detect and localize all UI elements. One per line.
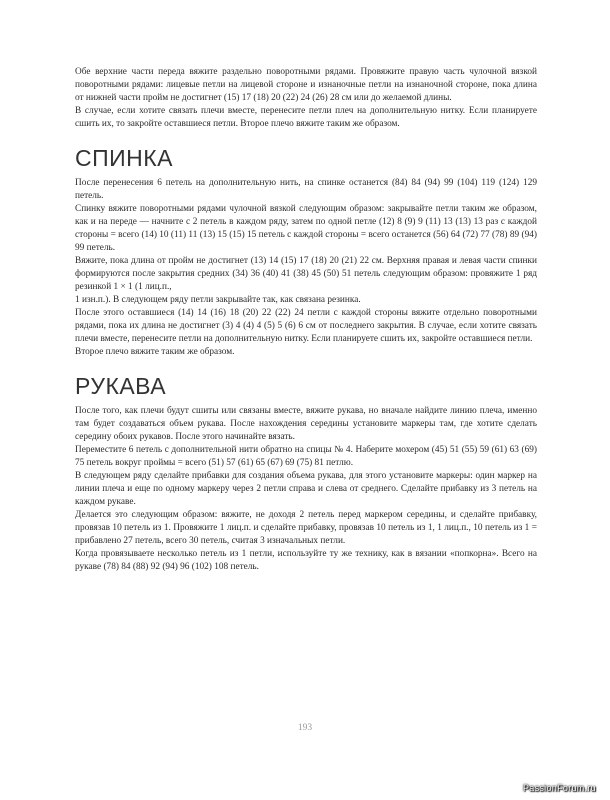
intro-paragraph-2: В случае, если хотите связать плечи вместе, перенесите петли плеч на дополнительную нитку. Если планируете сшить их, то закройте оставшиеся петли. Второе плечо вяжите таким же образом. bbox=[75, 106, 537, 129]
back-paragraph-2: Спинку вяжите поворотными рядами чулочной вязкой следующим образом: закрывайте петли таким же образом, как и на переде — начните с 2 петель в каждом ряду, затем по одной петле (12) 8 (9) 9 (11) 13 (13) 13 раз с каждой стороны = всего (14) 10 (11) 11 (13) 15 (15) 15 петель с каждой стороны = всего останется (56) 64 (72) 77 (78) 89 (94) 99 петель. bbox=[75, 204, 537, 253]
back-paragraph-1: После перенесения 6 петель на дополнительную нить, на спинке останется (84) 84 (94) 99 (104) 119 (124) 129 петель. bbox=[75, 178, 537, 201]
back-paragraph-3: Вяжите, пока длина от пройм не достигнет (13) 14 (15) 17 (18) 20 (21) 22 см. Верхняя правая и левая части спинки формируются после закрытия средних (34) 36 (40) 41 (38) 45 (50) 51 петель следующим образом: провяжите 1 ряд резинкой 1 × 1 (1 лиц.п., bbox=[75, 256, 537, 292]
page-content bbox=[75, 66, 537, 574]
sleeves-section-heading: РУКАВА bbox=[75, 373, 167, 399]
page-number: 193 bbox=[297, 723, 313, 733]
back-paragraph-4: После этого оставшиеся (14) 14 (16) 18 (20) 22 (22) 24 петли с каждой стороны вяжите отдельно поворотными рядами, пока их длина не достигнет (3) 4 (4) 4 (5) 5 (6) 6 см от последнего закрытия. В случае, если хотите связать плечи вместе, перенесите петли на дополнительную нитку. Если планируете сшить их, закройте оставшиеся петли. bbox=[75, 308, 537, 344]
watermark: PassionForum.ru bbox=[522, 783, 596, 793]
sleeves-paragraph-1: После того, как плечи будут сшиты или связаны вместе, вяжите рукава, но вначале найдите линию плеча, именно там будет создаваться объем рукава. После нахождения середины установите маркеры там, где хотите сделать середину обоих рукавов. После этого начинайте вязать. bbox=[75, 406, 537, 442]
intro-paragraph-1: Обе верхние части переда вяжите раздельно поворотными рядами. Провяжите правую часть чулочной вязкой поворотными рядами: лицевые петли на лицевой стороне и изнаночные петли на изнаночной стороне, пока длина от нижней части пройм не достигнет (15) 17 (18) 20 (22) 24 (26) 28 см или до желаемой длины. bbox=[75, 67, 537, 103]
sleeves-paragraph-5: Когда провязываете несколько петель из 1 петли, используйте ту же технику, как в вязании «попкорна». Всего на рукаве (78) 84 (88) 92 (94) 96 (102) 108 петель. bbox=[75, 549, 537, 572]
back-section-heading: СПИНКА bbox=[75, 145, 174, 171]
sleeves-paragraph-3: В следующем ряду сделайте прибавки для создания объема рукава, для этого установите маркеры: один маркер на линии плеча и еще по одному маркеру через 2 петли справа и слева от среднего. Сделайте прибавку из 3 петель на каждом рукаве. bbox=[75, 471, 537, 507]
sleeves-paragraph-4: Делается это следующим образом: вяжите, не доходя 2 петель перед маркером середины, и сделайте прибавку, провязав 10 петель из 1. Провяжите 1 лиц.п. и сделайте прибавку, провязав 10 петель из 1, 1 лиц.п., 10 петель из 1 = прибавлено 27 петель, всего 30 петель, считая 3 изначальных петли. bbox=[75, 510, 537, 546]
back-paragraph-3-continued: 1 изн.п.). В следующем ряду петли закрывайте так, как связана резинка. bbox=[75, 295, 361, 305]
back-paragraph-5: Второе плечо вяжите таким же образом. bbox=[75, 347, 235, 357]
sleeves-paragraph-2: Переместите 6 петель с дополнительной нити обратно на спицы № 4. Наберите мохером (45) 51 (55) 59 (61) 63 (69) 75 петель вокруг проймы = всего (51) 57 (61) 65 (67) 69 (75) 81 петлю. bbox=[75, 445, 537, 468]
